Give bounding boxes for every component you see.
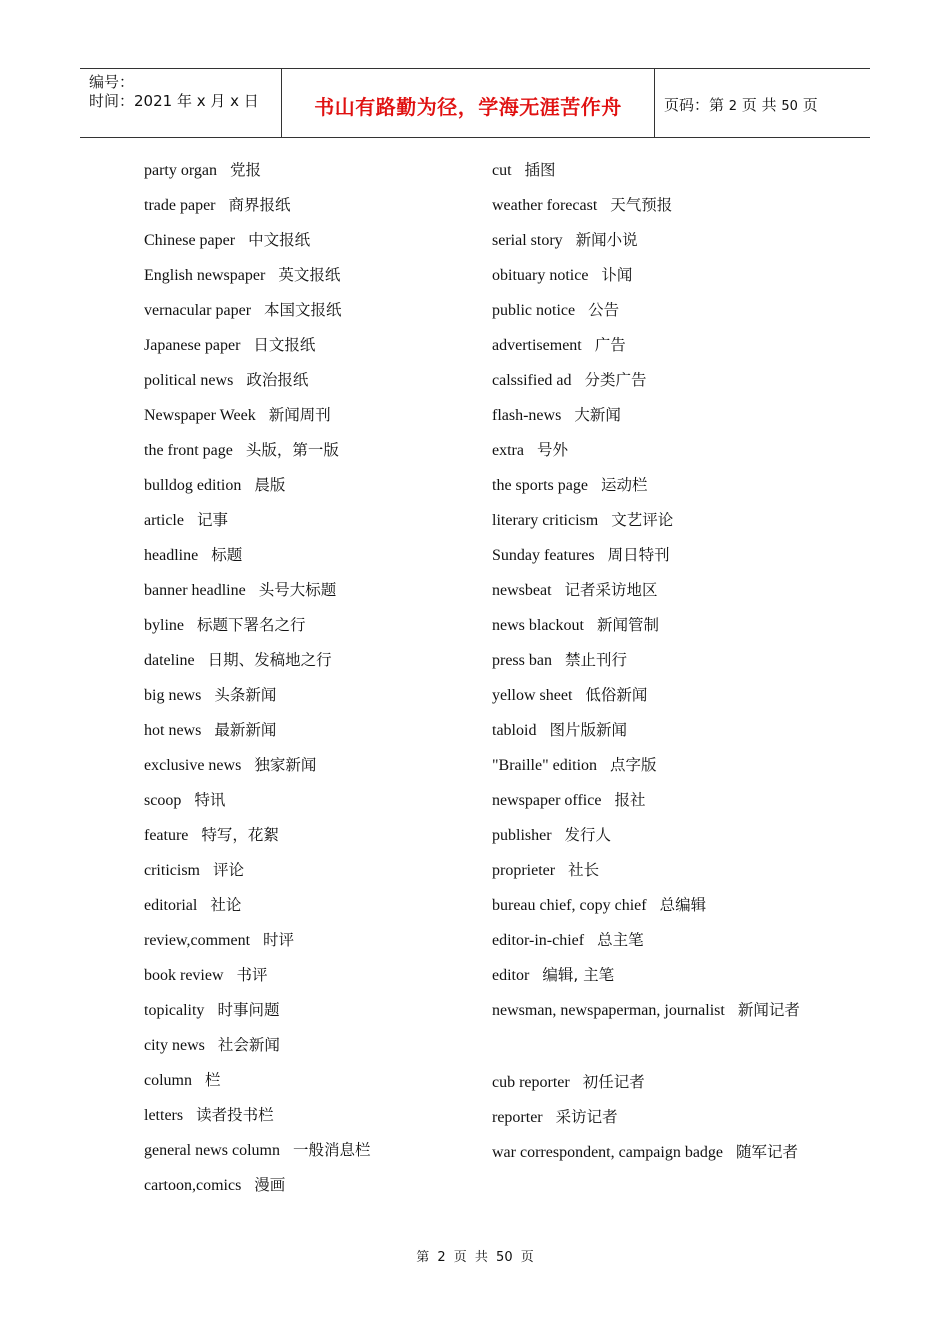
glossary-entry [492, 782, 822, 817]
chinese-term: 头条新闻 [214, 686, 277, 704]
glossary-entry [144, 1132, 464, 1167]
glossary-entry [144, 432, 464, 467]
english-term: cut [492, 162, 512, 179]
glossary-entry [144, 712, 464, 747]
chinese-term: 中文报纸 [248, 231, 311, 249]
glossary-entry [144, 502, 464, 537]
chinese-term: 时评 [263, 931, 295, 949]
chinese-term: 新闻管制 [596, 616, 659, 634]
glossary-entry [144, 327, 464, 362]
chinese-term: 社长 [568, 861, 600, 879]
glossary-entry [492, 327, 822, 362]
chinese-term: 报社 [614, 791, 646, 809]
english-term: cartoon,comics [144, 1177, 242, 1194]
chinese-term: 采访记者 [555, 1108, 618, 1126]
glossary-entry [144, 607, 464, 642]
glossary-entry [144, 747, 464, 782]
chinese-term: 标题 [211, 546, 243, 564]
chinese-term: 头号大标题 [258, 581, 337, 599]
page-header [80, 68, 870, 138]
chinese-term: 新闻周刊 [268, 406, 331, 424]
chinese-term: 商界报纸 [228, 196, 291, 214]
english-term: advertisement [492, 337, 582, 354]
english-term: book review [144, 967, 224, 984]
english-term: vernacular paper [144, 302, 252, 319]
chinese-term: 特写，花絮 [201, 826, 279, 844]
glossary-entry [492, 257, 822, 292]
chinese-term: 晨版 [254, 476, 286, 494]
english-term: war correspondent, campaign badge [492, 1144, 724, 1161]
english-term: trade paper [144, 197, 216, 214]
glossary-entry [492, 922, 822, 957]
english-term: serial story [492, 232, 563, 249]
glossary-entry [492, 432, 822, 467]
chinese-term: 新闻小说 [575, 231, 638, 249]
chinese-term: 一般消息栏 [292, 1141, 371, 1159]
glossary-entry [492, 1064, 822, 1099]
chinese-term: 记者采访地区 [564, 581, 658, 599]
chinese-term: 时事问题 [217, 1001, 280, 1019]
english-term: political news [144, 372, 234, 389]
glossary-entry [492, 712, 822, 747]
chinese-term: 号外 [536, 441, 568, 459]
english-term: criticism [144, 862, 200, 879]
page-indicator [664, 94, 818, 115]
chinese-term: 独家新闻 [254, 756, 317, 774]
glossary-entry [144, 887, 464, 922]
english-term: English newspaper [144, 267, 266, 284]
chinese-term: 图片版新闻 [549, 721, 627, 739]
english-term: press ban [492, 652, 552, 669]
glossary-entry [492, 502, 822, 537]
glossary-entry [492, 957, 822, 992]
glossary-entry [144, 852, 464, 887]
english-term: news blackout [492, 617, 584, 634]
glossary-entry [492, 222, 822, 257]
english-term: newsman, newspaperman, journalist [492, 1002, 725, 1019]
glossary-entry [144, 397, 464, 432]
chinese-term: 栏 [205, 1071, 221, 1089]
chinese-term: 新闻记者 [737, 1001, 800, 1019]
english-term: "Braille" edition [492, 757, 598, 774]
chinese-term: 天气预报 [610, 196, 673, 214]
glossary-entry [144, 1027, 464, 1062]
header-info-cell [80, 69, 282, 137]
chinese-term: 低俗新闻 [585, 686, 648, 704]
english-term: the sports page [492, 477, 588, 494]
glossary-entry [492, 537, 822, 572]
english-term: newsbeat [492, 582, 552, 599]
glossary-entry [144, 1167, 464, 1202]
english-term: editorial [144, 897, 198, 914]
chinese-term: 党报 [230, 161, 262, 179]
glossary-entry [144, 537, 464, 572]
glossary-entry [144, 152, 464, 187]
header-motto-cell [282, 69, 655, 137]
chinese-term: 标题下署名之行 [197, 616, 306, 634]
glossary-entry [492, 187, 822, 222]
english-term: party organ [144, 162, 218, 179]
glossary-entry [492, 677, 822, 712]
glossary-entry [144, 782, 464, 817]
page-label-mid: 页 共 [737, 96, 782, 114]
chinese-term: 记事 [196, 511, 228, 529]
chinese-term: 周日特刊 [607, 546, 670, 564]
glossary-entry [492, 467, 822, 502]
english-term: city news [144, 1037, 205, 1054]
chinese-term: 讣闻 [601, 266, 633, 284]
chinese-term: 文艺评论 [611, 511, 674, 529]
english-term: scoop [144, 792, 182, 809]
english-term: public notice [492, 302, 576, 319]
chinese-term: 头版，第一版 [245, 441, 339, 459]
english-term: editor [492, 967, 530, 984]
chinese-term: 评论 [212, 861, 244, 879]
english-term: publisher [492, 827, 552, 844]
english-term: Japanese paper [144, 337, 241, 354]
english-term: proprieter [492, 862, 556, 879]
english-term: big news [144, 687, 202, 704]
english-term: reporter [492, 1109, 543, 1126]
english-term: Chinese paper [144, 232, 236, 249]
document-number-label: 编号： [89, 73, 135, 91]
english-term: editor-in-chief [492, 932, 585, 949]
chinese-term: 英文报纸 [278, 266, 341, 284]
english-term: hot news [144, 722, 202, 739]
chinese-term: 大新闻 [574, 406, 621, 424]
chinese-term: 发行人 [564, 826, 612, 844]
glossary-entry [144, 257, 464, 292]
chinese-term: 读者投书栏 [196, 1106, 274, 1124]
english-term: yellow sheet [492, 687, 573, 704]
glossary-entry [492, 362, 822, 397]
glossary-entry [144, 817, 464, 852]
english-term: banner headline [144, 582, 246, 599]
glossary-entry [144, 1062, 464, 1097]
chinese-term: 社会新闻 [217, 1036, 280, 1054]
glossary-entry [492, 642, 822, 677]
glossary-entry [492, 152, 822, 187]
glossary-entry [144, 957, 464, 992]
glossary-entry [492, 1134, 822, 1206]
chinese-term: 政治报纸 [246, 371, 309, 389]
chinese-term: 最新新闻 [214, 721, 277, 739]
english-term: Sunday features [492, 547, 595, 564]
glossary-entry [492, 1099, 822, 1134]
chinese-term: 广告 [594, 336, 626, 354]
glossary-entry [144, 467, 464, 502]
page-label-pre: 页码：第 [664, 96, 729, 114]
motto-text: 书山有路勤为径，学海无涯苦作舟 [314, 95, 622, 119]
chinese-term: 总编辑 [659, 896, 707, 914]
english-term: obituary notice [492, 267, 589, 284]
chinese-term: 总主笔 [597, 931, 644, 949]
english-term: tabloid [492, 722, 537, 739]
english-term: review,comment [144, 932, 251, 949]
english-term: byline [144, 617, 184, 634]
chinese-term: 日期、发稿地之行 [207, 651, 332, 669]
english-term: literary criticism [492, 512, 599, 529]
glossary-entry [144, 642, 464, 677]
english-term: bulldog edition [144, 477, 242, 494]
english-term: general news column [144, 1142, 280, 1159]
glossary-entry [144, 222, 464, 257]
glossary-entry [492, 607, 822, 642]
english-term: extra [492, 442, 524, 459]
glossary-entry [492, 887, 822, 922]
english-term: article [144, 512, 184, 529]
english-term: topicality [144, 1002, 205, 1019]
chinese-term: 书评 [236, 966, 268, 984]
english-term: dateline [144, 652, 195, 669]
chinese-term: 分类广告 [584, 371, 647, 389]
english-term: newspaper office [492, 792, 602, 809]
page-number: 2 [728, 99, 738, 114]
glossary-entry [144, 1097, 464, 1132]
english-term: the front page [144, 442, 233, 459]
left-glossary-column [144, 152, 464, 1202]
chinese-term: 点字版 [610, 756, 657, 774]
total-pages: 50 [781, 99, 798, 114]
chinese-term: 社论 [210, 896, 242, 914]
chinese-term: 插图 [524, 161, 556, 179]
english-term: feature [144, 827, 189, 844]
chinese-term: 初任记者 [582, 1073, 645, 1091]
chinese-term: 禁止刊行 [564, 651, 627, 669]
glossary-entry [144, 677, 464, 712]
header-page-cell [655, 69, 870, 137]
glossary-entry [492, 817, 822, 852]
english-term: weather forecast [492, 197, 598, 214]
glossary-entry [144, 292, 464, 327]
english-term: flash-news [492, 407, 562, 424]
page-footer: 第 2 页 共 50 页 [416, 1250, 534, 1265]
glossary-entry [492, 397, 822, 432]
right-glossary-column [492, 152, 822, 1206]
glossary-entry [492, 852, 822, 887]
glossary-entry [492, 572, 822, 607]
glossary-entry [144, 992, 464, 1027]
glossary-entry [492, 747, 822, 782]
chinese-term: 公告 [588, 301, 620, 319]
glossary-entry [144, 187, 464, 222]
glossary-entry [492, 992, 822, 1064]
english-term: cub reporter [492, 1074, 570, 1091]
chinese-term: 本国文报纸 [264, 301, 342, 319]
chinese-term: 日文报纸 [253, 336, 316, 354]
document-date: 时间：2021 年 x 月 x 日 [89, 92, 259, 110]
english-term: letters [144, 1107, 184, 1124]
glossary-entry [492, 292, 822, 327]
english-term: calssified ad [492, 372, 572, 389]
english-term: headline [144, 547, 199, 564]
english-term: Newspaper Week [144, 407, 256, 424]
english-term: bureau chief, copy chief [492, 897, 647, 914]
glossary-entry [144, 922, 464, 957]
glossary-entry [144, 572, 464, 607]
glossary-entry [144, 362, 464, 397]
chinese-term: 运动栏 [600, 476, 648, 494]
page-label-post: 页 [797, 96, 818, 114]
english-term: exclusive news [144, 757, 242, 774]
chinese-term: 编辑, 主笔 [542, 966, 615, 984]
chinese-term: 特讯 [194, 791, 226, 809]
english-term: column [144, 1072, 192, 1089]
chinese-term: 漫画 [254, 1176, 286, 1194]
chinese-term: 随军记者 [736, 1143, 799, 1161]
